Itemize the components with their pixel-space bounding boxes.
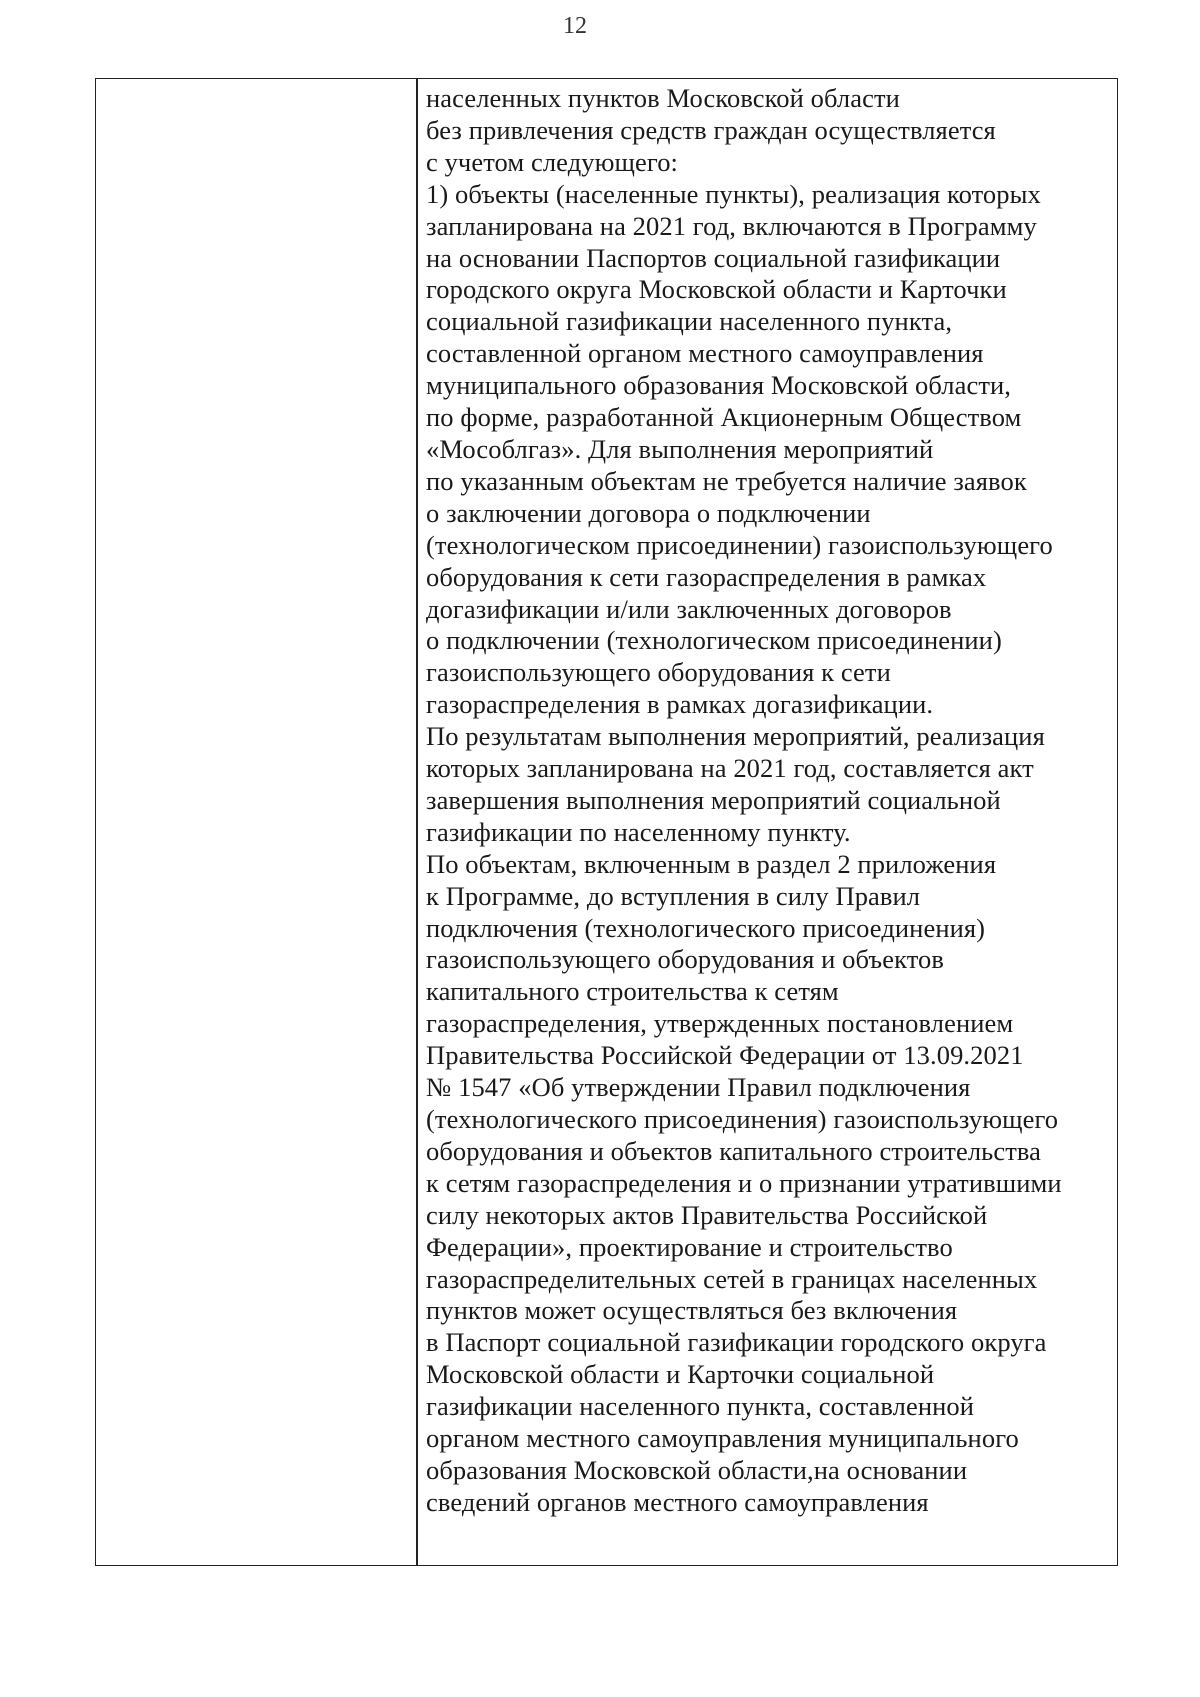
text-line: с учетом следующего: bbox=[426, 146, 679, 177]
text-line: завершения выполнения мероприятий социальной bbox=[426, 784, 1001, 815]
text-line: (технологического присоединения) газоиспользующего bbox=[426, 1104, 1059, 1134]
page-number: 12 bbox=[563, 13, 587, 39]
column-divider bbox=[416, 79, 418, 1565]
text-line: запланирована на 2021 год, включаются в Программу bbox=[426, 210, 1037, 241]
text-line: газоиспользующего оборудования и объектов bbox=[426, 944, 945, 975]
text-line: газификации населенного пункта, составленной bbox=[426, 1391, 975, 1422]
text-line: оборудования и объектов капитального строительства bbox=[426, 1135, 1042, 1166]
text-line: составленной органом местного самоуправления bbox=[426, 338, 984, 369]
text-line: по указанным объектам не требуется наличие заявок bbox=[426, 465, 1027, 496]
text-line: «Мособлгаз». Для выполнения мероприятий bbox=[426, 433, 934, 464]
text-line: Федерации», проектирование и строительство bbox=[426, 1231, 953, 1262]
text-line: которых запланирована на 2021 год, составляется акт bbox=[426, 753, 1034, 784]
text-line: к сетям газораспределения и о признании утратившими bbox=[426, 1167, 1062, 1198]
text-line: органом местного самоуправления муниципального bbox=[426, 1423, 1019, 1454]
text-line: о заключении договора о подключении bbox=[426, 497, 871, 528]
text-line: Правительства Российской Федерации от 13.09.2021 bbox=[426, 1040, 1024, 1071]
document-table bbox=[95, 78, 1118, 1566]
text-line: образования Московской области,на основании bbox=[426, 1454, 968, 1485]
text-line: сведений органов местного самоуправления bbox=[426, 1486, 929, 1517]
text-line: силу некоторых актов Правительства Российской bbox=[426, 1199, 988, 1230]
text-line: социальной газификации населенного пункта, bbox=[426, 306, 953, 337]
text-line: пунктов может осуществляться без включения bbox=[426, 1295, 958, 1326]
text-line: По объектам, включенным в раздел 2 приложения bbox=[426, 848, 997, 879]
text-line: капитального строительства к сетям bbox=[426, 976, 839, 1007]
text-line: на основании Паспортов социальной газификации bbox=[426, 242, 1001, 273]
text-line: по форме, разработанной Акционерным Обществом bbox=[426, 402, 1022, 433]
text-line: По результатам выполнения мероприятий, реализация bbox=[426, 721, 1045, 752]
text-line: о подключении (технологическом присоединении) bbox=[426, 625, 1002, 656]
text-line: газораспределения в рамках догазификации. bbox=[426, 689, 934, 720]
text-line: газораспределения, утвержденных постановлением bbox=[426, 1008, 1014, 1039]
text-line: городского округа Московской области и Карточки bbox=[426, 274, 1007, 305]
text-line: без привлечения средств граждан осуществляется bbox=[426, 114, 996, 145]
text-line: газоиспользующего оборудования к сети bbox=[426, 657, 891, 688]
text-line: (технологическом присоединении) газоиспользующего bbox=[426, 529, 1053, 560]
text-line: догазификации и/или заключенных договоров bbox=[426, 593, 952, 624]
table-right-cell bbox=[426, 83, 1116, 1519]
table-left-cell bbox=[96, 79, 416, 1565]
text-line: муниципального образования Московской области, bbox=[426, 370, 1012, 401]
text-line: к Программе, до вступления в силу Правил bbox=[426, 880, 921, 911]
text-line: в Паспорт социальной газификации городского округа bbox=[426, 1327, 1047, 1358]
text-line: населенных пунктов Московской области bbox=[426, 83, 900, 113]
text-line: 1) объекты (населенные пункты), реализация которых bbox=[426, 178, 1041, 209]
text-line: подключения (технологического присоединения) bbox=[426, 912, 986, 943]
text-line: газификации по населенному пункту. bbox=[426, 816, 851, 847]
text-line: Московской области и Карточки социальной bbox=[426, 1359, 935, 1390]
text-line: газораспределительных сетей в границах населенных bbox=[426, 1263, 1038, 1294]
text-line: оборудования к сети газораспределения в рамках bbox=[426, 561, 987, 592]
text-line: № 1547 «Об утверждении Правил подключения bbox=[426, 1072, 971, 1103]
